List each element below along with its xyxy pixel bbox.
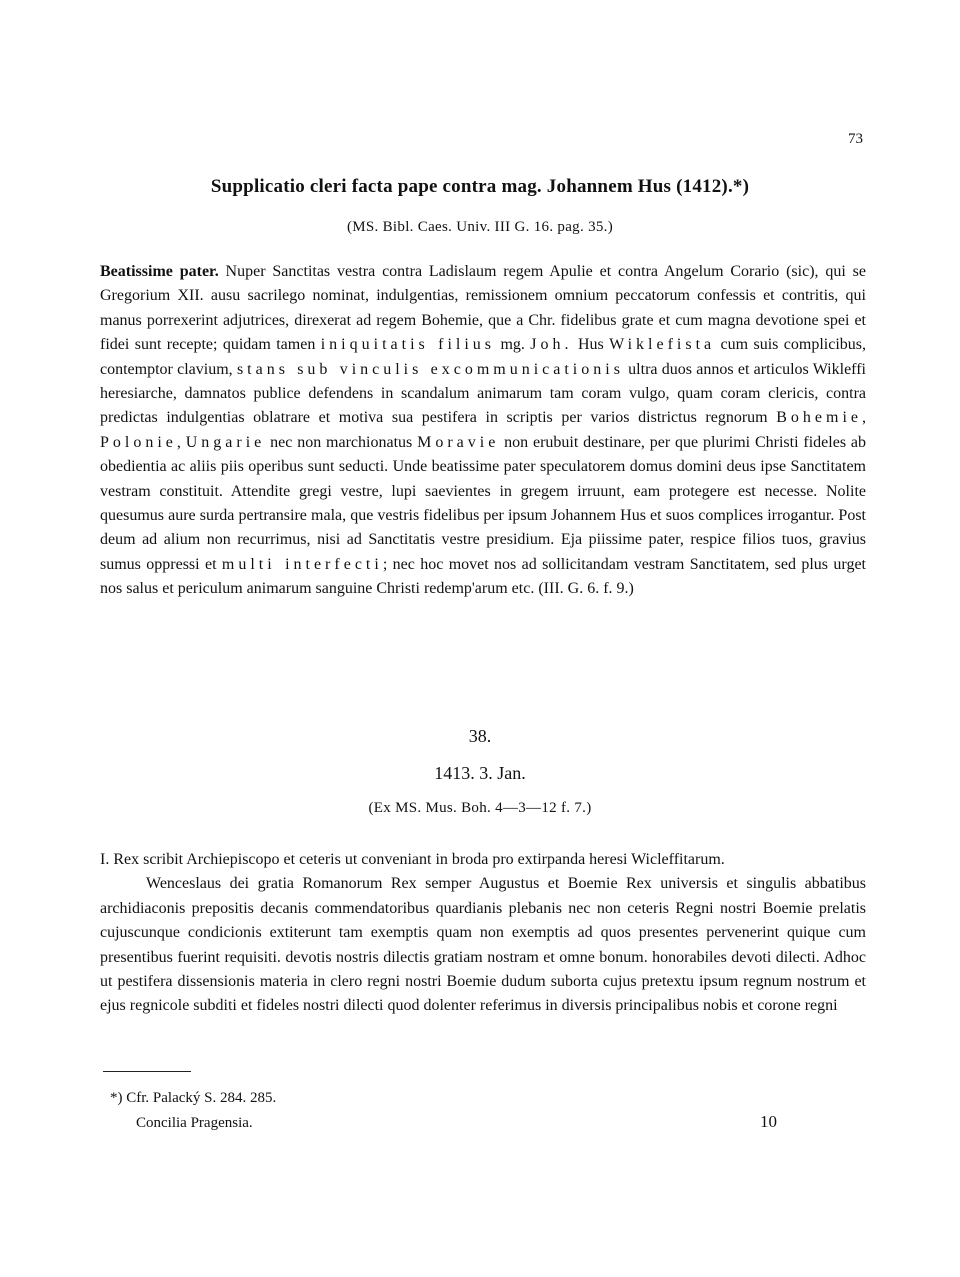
spaced-text: Polonie [100, 433, 177, 451]
text-run: nec non marchionatus [265, 433, 418, 451]
footnote: *) Cfr. Palacký S. 284. 285. [110, 1090, 277, 1106]
source-reference: (MS. Bibl. Caes. Univ. III G. 16. pag. 35.) [346, 219, 614, 235]
spaced-text: Ungarie [185, 433, 266, 451]
document-number: 38. [468, 726, 492, 746]
document-date: 1413. 3. Jan. [434, 763, 526, 783]
document-title: Supplicatio cleri facta pape contra mag. Johannem Hus (1412).*) [210, 176, 750, 197]
sheet-number: 10 [760, 1112, 777, 1131]
text-run: , [862, 409, 866, 427]
source-reference-2: (Ex MS. Mus. Boh. 4—3—12 f. 7.) [368, 800, 592, 816]
supplication-text [100, 260, 866, 602]
spaced-text: Moravie [417, 433, 500, 451]
supplication-paragraph [100, 260, 866, 602]
letter-paragraph: Wenceslaus dei gratia Romanorum Rex semper Augustus et Boemie Rex universis et singulis abbatibus archidiaconis prepositis decanis commendatoribus quardianis plebanis nec non ceteris Regni nostri Boemie prelatis cujuscunque condicionis extiterunt tam exemptis quam non exemptis ad quos presentes pervenerint quique cum presentibus fuerint requisiti. devotis nostris dilectis gratiam nostram et omne bonum. honorabiles devoti dilecti. Adhoc ut pestifera dissensionis materia in clero regni nostri Boemie dudum suborta cujus pretextu ipsum regnum nostrum et ejus regnicole subditi et fideles nostri dilecti quod dolenter referimus in diversis principalibus nobis et corone regni [100, 875, 866, 1015]
spaced-text: Bohemie [776, 409, 862, 427]
footer-label: Concilia Pragensia. [136, 1115, 253, 1131]
footnote-divider [103, 1071, 191, 1072]
text-run: Nuper Sanctitas vestra contra Ladislaum regem Apulie et contra Angelum Corario (sic), qui se Gregorium XII. ausu sacrilego nominat, indulgentias, remissionem omnium peccatorum confessis et contritis, qui manus porrexerint adjutrices, direxerat ad regem Bohemie, que a Chr. fidelibus grate et cum magna devotione spei et fidei sunt recepte; quidam tamen [100, 263, 867, 354]
spaced-text: multi interfecti [221, 555, 383, 573]
text-run: ; nec hoc movet nos ad sollicitandam vestram Sanctitatem, sed plus urget nos salus et periculum animarum sanguine Christi redemp'arum etc. (III. G. 6. f. 9.) [100, 555, 866, 598]
spaced-text: iniquitatis filius [320, 336, 496, 354]
letter-summary: I. Rex scribit Archiepiscopo et ceteris ut conveniant in broda pro extirpanda heresi Wicleffitarum. [100, 851, 725, 868]
spaced-text: stans sub vinculis excommunicationis [236, 360, 624, 378]
page-number: 73 [848, 131, 863, 147]
salutation: Beatissime pater. [100, 263, 219, 280]
spaced-text: Joh. [530, 336, 573, 354]
text-run: non erubuit destinare, per que plurimi Christi fideles ab obedientia ac aliis piis operibus sunt seducti. Unde beatissime pater speculatorem domus domini deus ipse Sanctitatem vestram constituit. Attendite gregi vestre, lupi saevientes in gregem irruunt, eam protegere est necesse. Nolite quesumus aure surda pertransire mala, que vestris fidelibus per ipsum Johannem Hus et suos complices irrogantur. Post deum ad alium non recurrimus, nisi ad Sanctitatis vestre presidium. Eja piissime pater, respice filios tuos, gravius sumus oppressi et [100, 433, 866, 573]
text-run: ultra duos annos et articulos Wikleffi heresiarche, damnatos publice defendens in scandalum animarum tam coram vulgo, quam coram clericis, contra predictas indulgentias oblatrare et motiva sua pestifera in scriptis per varios districtus regnorum [100, 360, 866, 427]
letter-text [100, 848, 866, 1019]
text-run: Hus [572, 336, 610, 354]
text-run: cum suis complicibus, contemptor clavium, [100, 336, 866, 378]
text-run: , [176, 433, 186, 451]
text-run: mg. [495, 336, 531, 354]
spaced-text: Wiklefista [609, 336, 716, 354]
